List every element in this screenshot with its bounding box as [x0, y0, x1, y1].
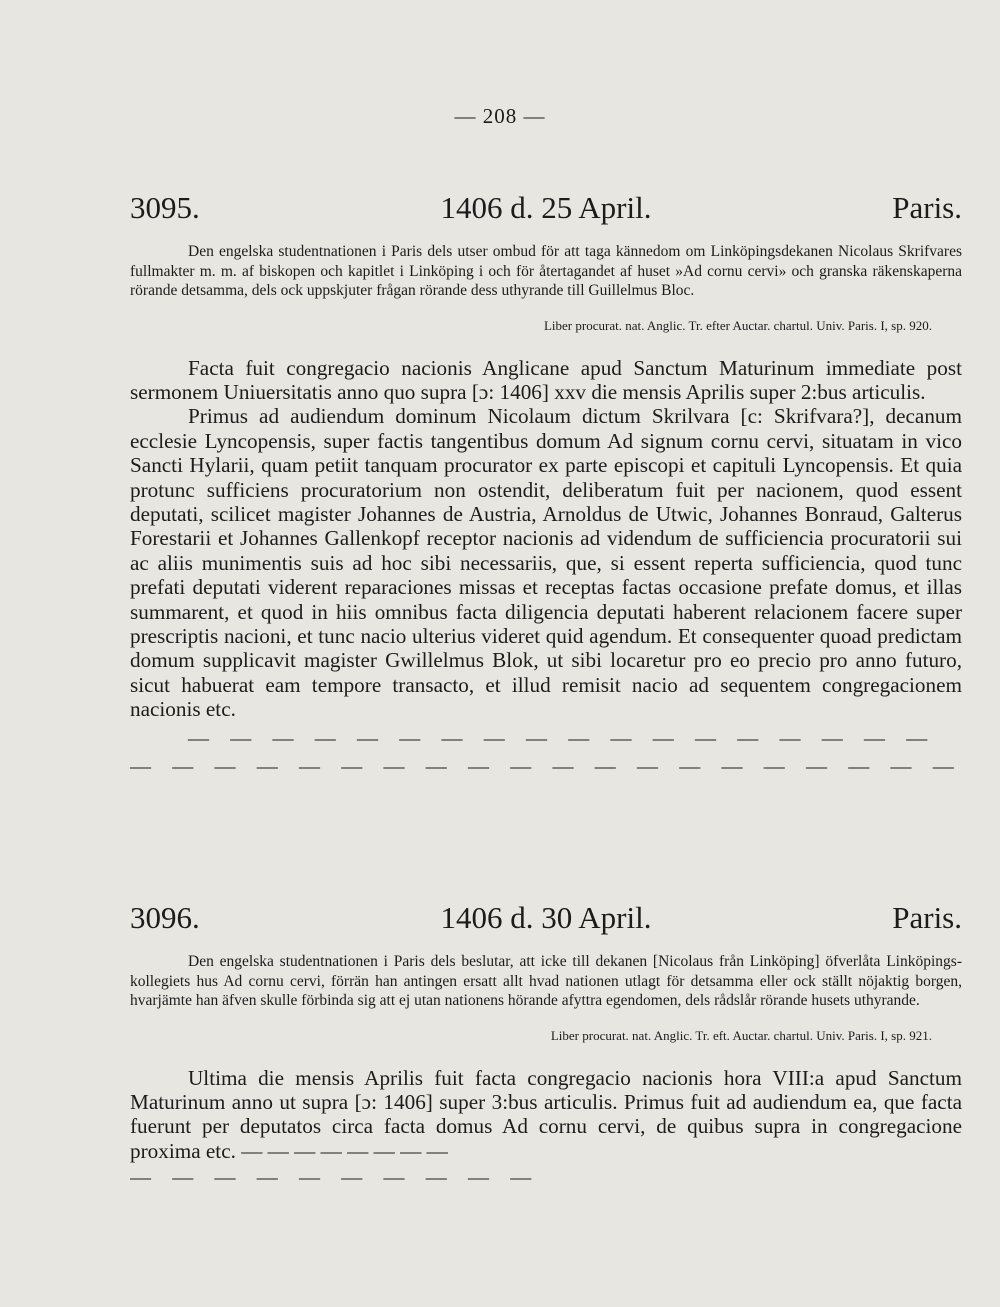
- entry-date: 1406 d. 30 April.: [440, 900, 652, 935]
- dash-line: — — — — — — — — — — — — — — — — — —: [188, 725, 936, 750]
- entry-body: [130, 1066, 962, 1164]
- body-paragraph: Primus ad audiendum dominum Nicolaum dictum Skrilvara [c: Skrifvara?], decanum ecclesie Lyncopensis, super factis tangentibus domum Ad signum cornu cervi, situatam in vico Sancti Hylarii, quam petiit tanquam procurator ex parte episcopi et capituli Lyncopensis. Et quia protunc sufficiens procuratorium non ostendit, deliberatum fuit per nacionem, quod essent deputati, scilicet magister Johannes de Austria, Arnoldus de Utwic, Johannes Bonraud, Galterus Forestarii et Johannes Gallenkopf receptor nacionis ad videndum de sufficiencia procuratorii sui ac aliis munimentis suis ad hoc sibi necessariis, que, si essent reperta sufficiencia, quod tunc prefati deputati viderent reparaciones missas et receptas factas occasione prefate domus, et illas summarent, et quod in hiis omnibus facta diligencia deputati haberent relacionem facere super prescriptis nacioni, et tunc nacio ulterius videret quid agendum. Et consequenter quoad predictam domum supplicavit magister Gwillelmus Blok, ut sibi locaretur pro eo precio pro anno futuro, sicut habuerat eam tempore transacto, et illud remisit nacio ad sequentem congregacionem nacionis etc.: [130, 404, 962, 722]
- entry-number: 3096.: [130, 900, 200, 935]
- dash-line: — — — — — — — — — —: [130, 1165, 540, 1190]
- entry-summary: Den engelska studentnationen i Paris dels utser ombud för att taga kännedom om Linköpingsdekanen Nicolaus Skrifvares fullmakter m. m. af biskopen och kapitlet i Linköping i och för återtagandet af huset »Ad cornu cervi» och granska räkenskaperna rörande detsamma, dels ock uppskjuter frågan rörande dess uthyrande till Guillelmus Bloc.: [130, 243, 962, 299]
- entry-source: Liber procurat. nat. Anglic. Tr. efter Auctar. chartul. Univ. Paris. I, sp. 920.: [543, 317, 932, 333]
- entry-header: [130, 190, 962, 232]
- entry-3096: [130, 900, 962, 1189]
- entry-3095: [130, 190, 962, 778]
- entry-date: 1406 d. 25 April.: [440, 190, 652, 225]
- entry-summary: Den engelska studentnationen i Paris dels beslutar, att icke till dekanen [Nicolaus från Linköping] öfverlåta Linköpings-kollegiets hus Ad cornu cervi, förrän han antingen ersatt allt hvad nationen utlagt för detsamma eller ock ställt nöjaktig borgen, hvarjämte han äfven skulle förbinda sig att ej utan nationens hörande afyttra egendomen, dels rådslår rörande husets uthyrande.: [130, 953, 962, 1009]
- entry-number: 3095.: [130, 190, 200, 225]
- entry-header: [130, 900, 962, 942]
- entry-source: Liber procurat. nat. Anglic. Tr. eft. Auctar. chartul. Univ. Paris. I, sp. 921.: [550, 1027, 932, 1043]
- body-paragraph: Facta fuit congregacio nacionis Anglicane apud Sanctum Maturinum immediate post sermonem Uniuersitatis anno quo supra [ɔ: 1406] xxv die mensis Aprilis super 2:bus articulis.: [130, 355, 962, 404]
- entry-body: [130, 356, 962, 722]
- body-paragraph: Ultima die mensis Aprilis fuit facta congregacio nacionis hora VIII:a apud Sanctum Maturinum anno ut supra [ɔ: 1406] super 3:bus articulis. Primus fuit ad audiendum ea, que facta fuerunt per deputatos circa facta domus Ad cornu cervi, de quibus supra in congregacione proxima etc. — — — — — — — —: [130, 1065, 962, 1163]
- dash-line: — — — — — — — — — — — — — — — — — — — —: [130, 753, 962, 778]
- entry-place: Paris.: [892, 190, 962, 225]
- entry-place: Paris.: [892, 900, 962, 935]
- page-number: — 208 —: [454, 104, 546, 128]
